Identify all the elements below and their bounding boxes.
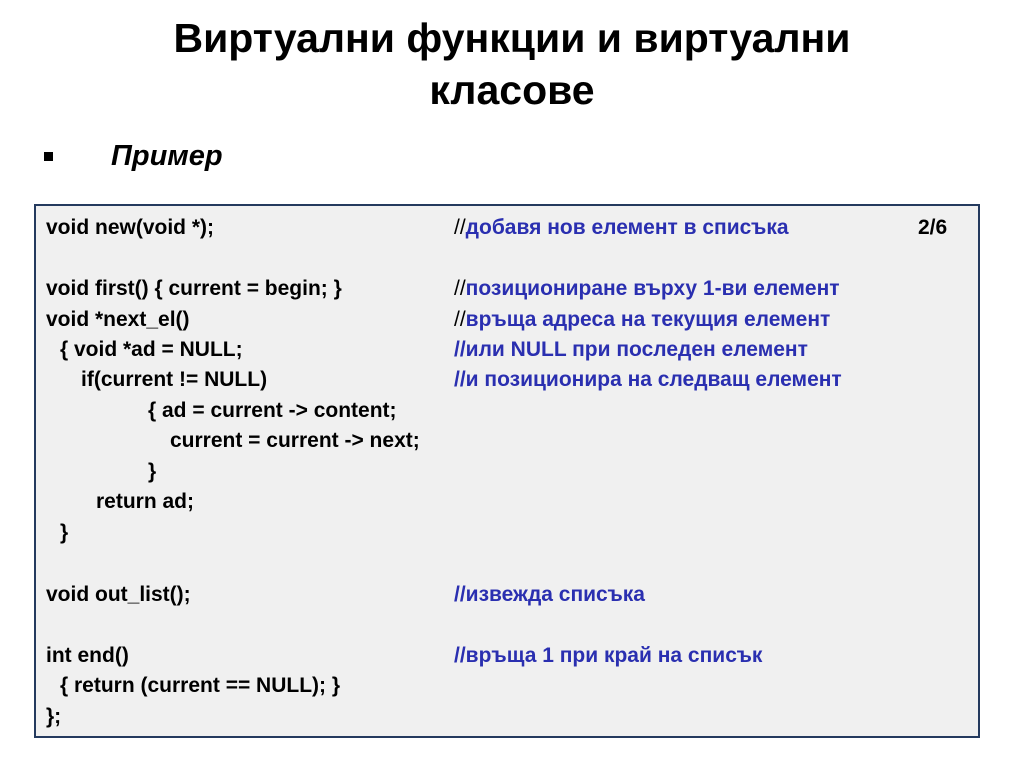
code-line xyxy=(46,305,966,335)
code-text: }; xyxy=(46,705,62,728)
code-comment xyxy=(454,274,840,304)
page-indicator: 2/6 xyxy=(918,216,948,239)
code-line xyxy=(46,396,966,426)
code-line xyxy=(46,580,966,610)
code-text: } xyxy=(148,460,157,483)
code-line xyxy=(46,487,966,517)
comment-prefix: // xyxy=(454,277,466,300)
code-comment: //извежда списъка xyxy=(454,583,645,606)
code-line xyxy=(46,274,966,304)
code-line xyxy=(46,702,966,732)
code-line xyxy=(46,365,966,395)
code-text: void *next_el() xyxy=(46,308,190,331)
bullet-text: Пример xyxy=(111,139,223,172)
code-text: { ad = current -> content; xyxy=(148,399,397,422)
code-text: { void *ad = NULL; xyxy=(60,338,243,361)
code-line xyxy=(46,518,966,548)
slide-title xyxy=(0,12,1024,116)
square-bullet-icon xyxy=(44,152,53,161)
code-block xyxy=(34,204,980,738)
code-text: return ad; xyxy=(96,490,195,513)
bullet-item xyxy=(44,136,223,176)
comment-prefix: // xyxy=(454,216,466,239)
code-text: } xyxy=(60,521,69,544)
code-text: int end() xyxy=(46,644,129,667)
code-line xyxy=(46,426,966,456)
code-comment xyxy=(454,305,830,335)
comment-text: връща адреса на текущия елемент xyxy=(465,308,831,331)
code-line xyxy=(46,457,966,487)
code-comment: //и позиционира на следващ елемент xyxy=(454,368,842,391)
code-line xyxy=(46,641,966,671)
comment-text: позициониране върху 1-ви елемент xyxy=(465,277,840,300)
code-text: current = current -> next; xyxy=(170,429,420,452)
comment-text: добавя нов елемент в списъка xyxy=(465,216,789,239)
comment-prefix: // xyxy=(454,308,466,331)
code-comment xyxy=(454,213,789,243)
code-text: { return (current == NULL); } xyxy=(60,674,341,697)
code-text: if(current != NULL) xyxy=(81,368,268,391)
code-text: void first() { current = begin; } xyxy=(46,277,342,300)
code-line xyxy=(46,335,966,365)
code-line xyxy=(46,213,966,243)
code-text: void out_list(); xyxy=(46,583,191,606)
title-line-1: Виртуални функции и виртуални xyxy=(173,15,851,61)
code-line xyxy=(46,671,966,701)
code-text: void new(void *); xyxy=(46,216,214,239)
code-comment: //връща 1 при край на списък xyxy=(454,644,763,667)
code-comment: //или NULL при последен елемент xyxy=(454,338,808,361)
title-line-2: класове xyxy=(429,67,595,113)
